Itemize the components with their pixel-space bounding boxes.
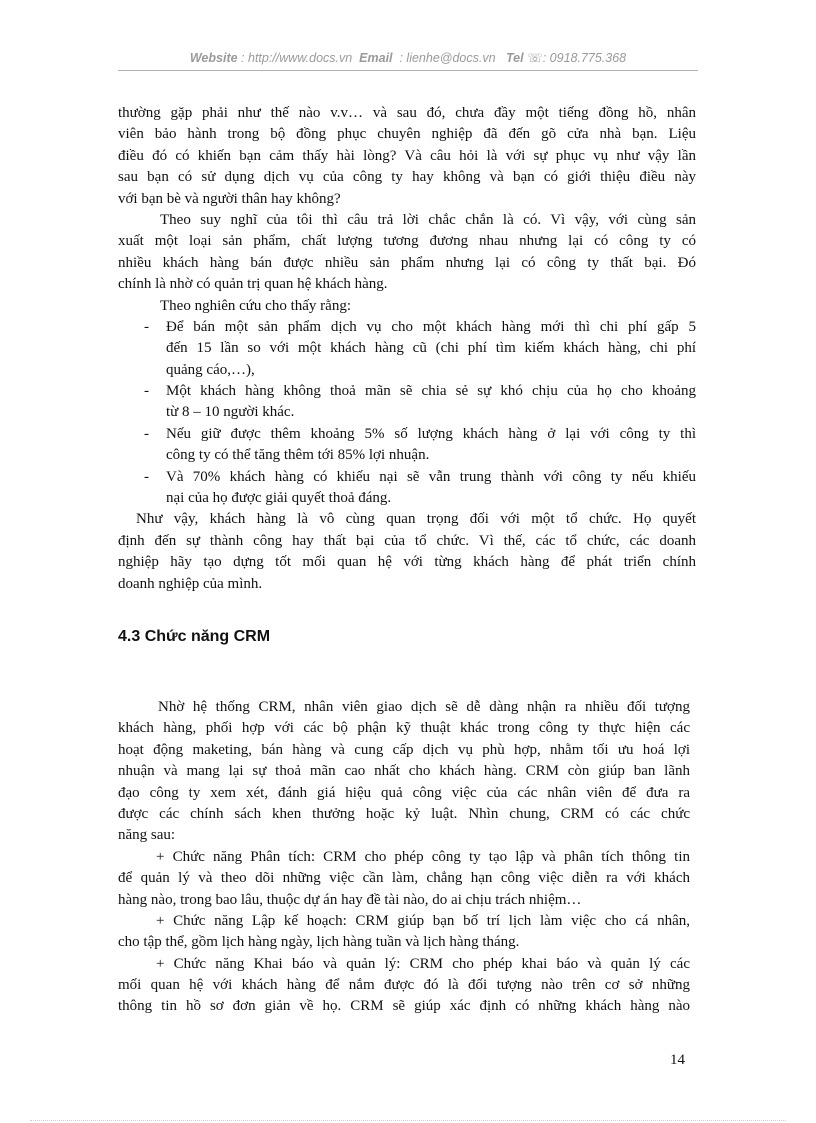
tel-label: Tel [505,51,524,65]
text-line: với bạn bè và người thân hay không? [118,190,341,207]
text-line: xuất một loại sản phẩm, chất lượng tương đương nhau nhưng lại có công ty có [118,233,696,250]
text-line: viên bảo hành trong bộ đồng phục chuyên nghiệp đã đến gõ cửa nhà bạn. Liệu [118,126,696,143]
paragraph-2 [118,210,696,296]
bullet-list [118,317,696,510]
paragraph-8 [118,954,690,1018]
bullet-item-line [118,317,696,338]
text-line: sau bạn có sử dụng dịch vụ của công ty hay không và bạn có giới thiệu điều này [118,169,696,186]
email-value: : lienhe@docs.vn [399,51,496,65]
text-line: định đến sự thành công hay thất bại của tổ chức. Vì thế, các tổ chức, các doanh [118,532,696,549]
text-line: mối quan hệ với khách hàng để nắm được đó là đối tượng nào trên cơ sở những [118,977,690,994]
bullet-item-line [118,360,696,381]
bullet-item-line [118,445,696,466]
bullet-dash: - [144,383,149,400]
email-label: Email [359,51,393,65]
bullet-item-line [118,488,696,509]
header-divider [118,70,698,71]
text-line: năng sau: [118,827,176,844]
text-line: doanh nghiệp của mình. [118,575,263,592]
section-title: 4.3 Chức năng CRM [118,628,271,645]
bullet-dash: - [144,318,149,335]
text-line: Như vậy, khách hàng là vô cùng quan trọng đối với một tổ chức. Họ quyết [136,511,696,528]
paragraph-1 [118,103,696,210]
bullet-item-line [118,402,696,423]
bullet-item-line [118,467,696,488]
bullet-text: đến 15 lần so với một khách hàng cũ (chi phí tìm kiếm khách hàng, chi phí [166,340,696,357]
text-line: nhiều khách hàng bán được nhiều sản phẩm nhưng lại có công ty thất bại. Đó [118,254,696,271]
page-header [118,50,698,65]
footer-divider [30,1120,786,1121]
bullet-text: công ty có thể tăng thêm tới 85% lợi nhuận. [166,447,430,464]
text-line: thông tin hồ sơ đơn giản về họ. CRM sẽ giúp xác định có những khách hàng nào [118,998,690,1015]
text-line: + Chức năng Phân tích: CRM cho phép công ty tạo lập và phân tích thông tin [156,848,690,865]
page-number: 14 [670,1052,685,1068]
bullet-dash: - [144,468,149,485]
bullet-text: Để bán một sản phẩm dịch vụ cho một khách hàng mới thì chi phí gấp 5 [166,318,696,335]
bullet-dash: - [144,425,149,442]
body-bottom [118,697,690,1018]
text-line: + Chức năng Lập kế hoạch: CRM giúp bạn bố trí lịch làm việc cho cá nhân, [156,912,690,929]
tel-value: : 0918.775.368 [542,51,627,65]
text-line: khách hàng, phối hợp với các bộ phận kỹ thuật khác trong công ty thực hiện các [118,720,690,737]
text-line: + Chức năng Khai báo và quản lý: CRM cho phép khai báo và quản lý các [156,955,690,972]
body-top [118,103,696,595]
text-line: nhuận và mang lại sự thoả mãn cao nhất cho khách hàng. CRM còn giúp ban lãnh [118,763,690,780]
website-value: : http://www.docs.vn [241,51,353,65]
text-line: cho tập thể, gồm lịch hàng ngày, lịch hàng tuần và lịch hàng tháng. [118,934,520,951]
text-line: thường gặp phải như thế nào v.v… và sau đó, chưa đầy một tiếng đồng hồ, nhân [118,105,696,121]
text-line: Nhờ hệ thống CRM, nhân viên giao dịch sẽ dễ dàng nhận ra nhiều đối tượng [158,699,690,715]
website-label: Website [189,51,238,65]
paragraph-3: Theo nghiên cứu cho thấy rằng: [160,297,351,314]
bullet-text: nại của họ được giải quyết thoả đáng. [166,490,392,507]
text-line: nghiệp hãy tạo dựng tốt mối quan hệ với từng khách hàng để phát triển chính [118,554,696,571]
bullet-item-line [118,424,696,445]
bullet-text: quảng cáo,…), [166,361,255,378]
bullet-text: Một khách hàng không thoả mãn sẽ chia sẻ sự khó chịu của họ cho khoảng [166,383,696,400]
text-line: Theo suy nghĩ của tôi thì câu trả lời chắc chắn là có. Vì vậy, với cùng sản [160,211,696,228]
paragraph-7 [118,911,690,954]
text-line: hoạt động maketing, bán hàng và cung cấp dịch vụ phù hợp, nhằm tối ưu hoá lợi [118,741,690,758]
bullet-item-line [118,381,696,402]
paragraph-4 [118,509,696,595]
text-line: hàng nào, trong bao lâu, thuộc dự án hay đề tài nào, do ai chịu trách nhiệm… [118,891,582,908]
bullet-text: từ 8 – 10 người khác. [166,404,295,421]
phone-icon: ☏ [527,51,543,65]
text-line: để quản lý và theo dõi những việc cần làm, chẳng hạn công việc diễn ra với khách [118,870,690,887]
paragraph-6 [118,847,690,911]
text-line: chính là nhờ có quản trị quan hệ khách hàng. [118,276,388,293]
text-line: điều đó có khiến bạn cảm thấy hài lòng? Và câu hỏi là với sự phục vụ như vậy lần [118,147,696,164]
bullet-item-line [118,338,696,359]
text-line: được các chính sách khen thưởng hoặc kỷ luật. Nhìn chung, CRM có các chức [118,805,690,822]
text-line: đạo công ty xem xét, đánh giá hiệu quả công việc của các nhân viên để đưa ra [118,784,690,801]
paragraph-5 [118,697,690,847]
bullet-text: Và 70% khách hàng có khiếu nại sẽ vẫn trung thành với công ty nếu khiếu [166,468,696,485]
bullet-text: Nếu giữ được thêm khoảng 5% số lượng khách hàng ở lại với công ty thì [166,425,696,442]
